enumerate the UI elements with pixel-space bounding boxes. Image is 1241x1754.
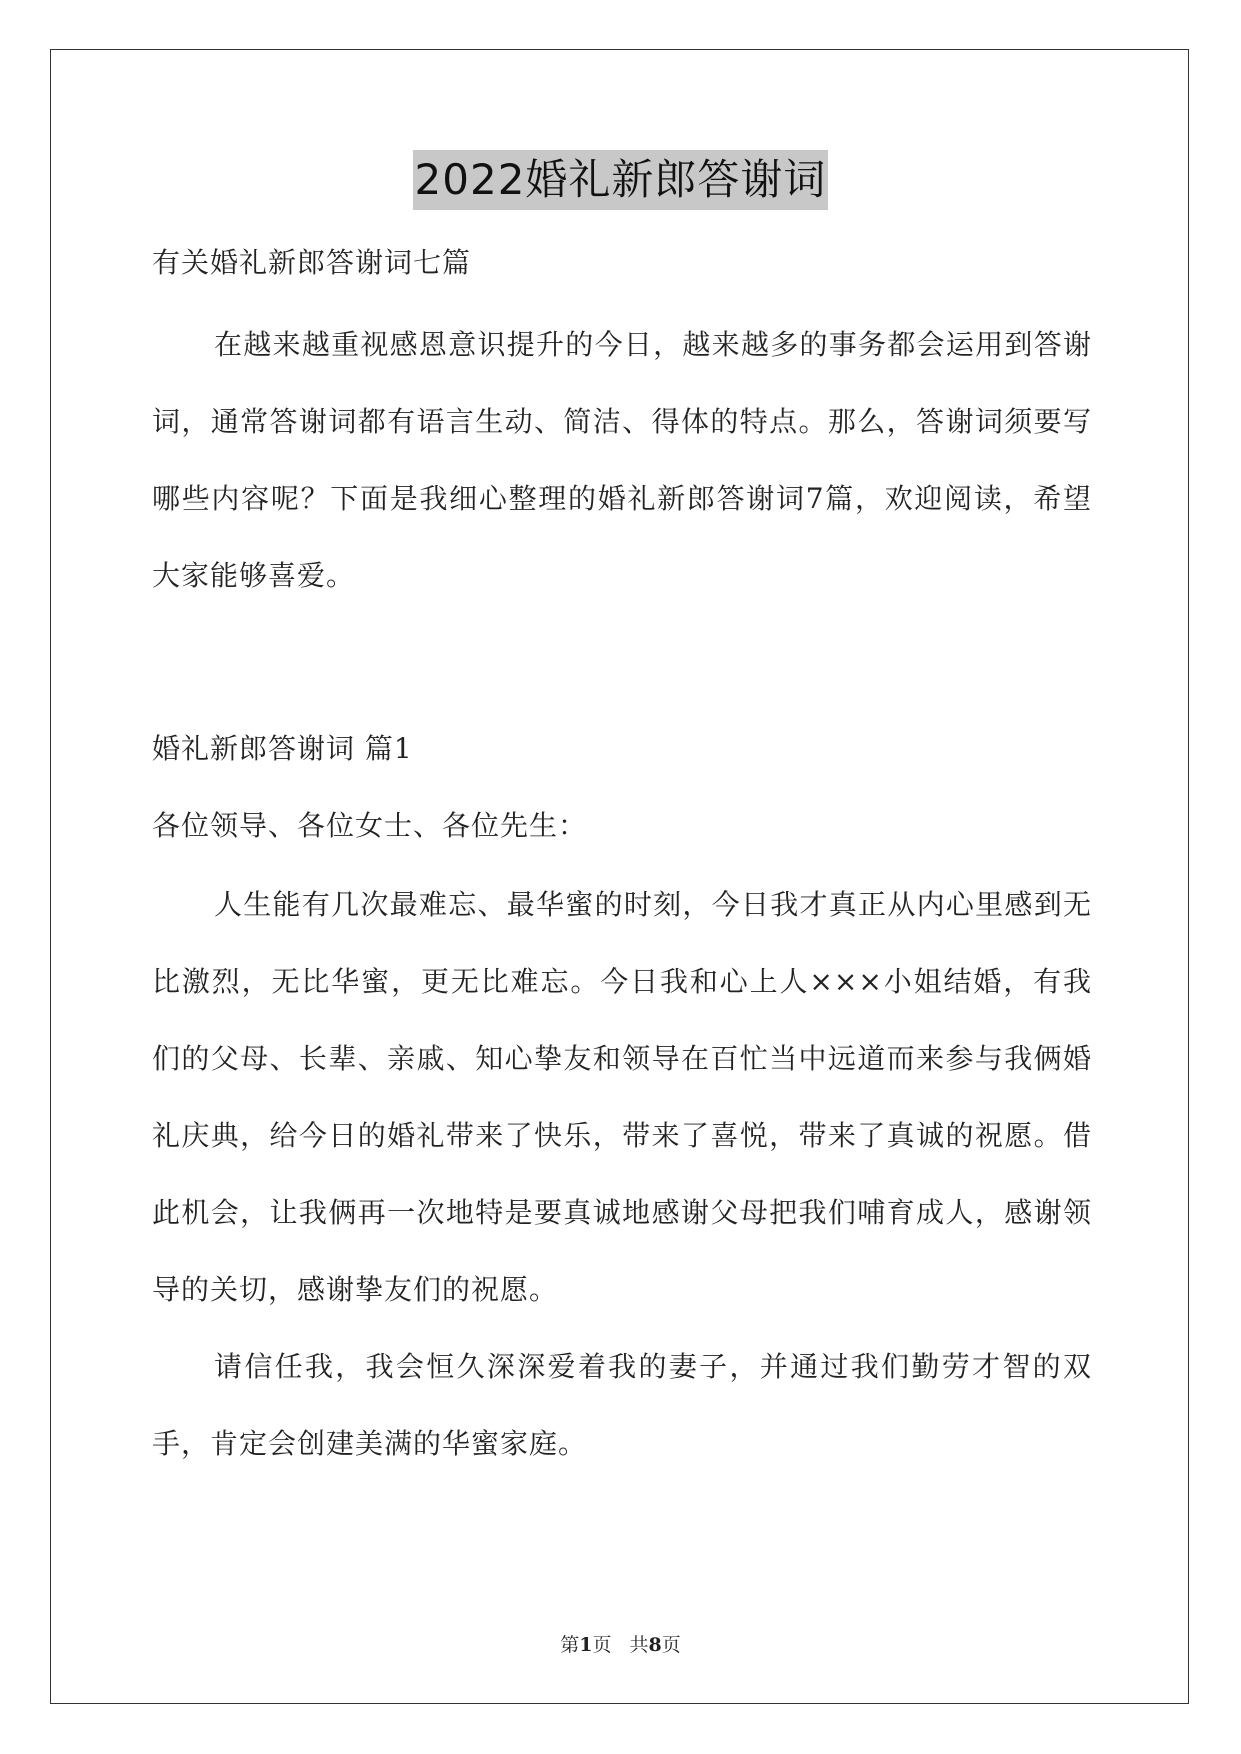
footer-prefix: 第 bbox=[560, 1634, 580, 1656]
page-footer bbox=[0, 1630, 1241, 1657]
salutation: 各位领导、各位女士、各位先生： bbox=[152, 809, 588, 842]
total-pages-number: 8 bbox=[648, 1634, 662, 1656]
footer-total-prefix: 共 bbox=[629, 1634, 649, 1656]
document-body bbox=[152, 229, 1092, 1482]
footer-total-suffix: 页 bbox=[661, 1634, 681, 1656]
body-paragraph: 人生能有几次最难忘、最华蜜的时刻，今日我才真正从内心里感到无比激烈，无比华蜜，更无比难忘。今日我和心上人×××小姐结婚，有我们的父母、长辈、亲戚、知心挚友和领导在百忙当中远道而来参与我俩婚礼庆典，给今日的婚礼带来了快乐，带来了喜悦，带来了真诚的祝愿。借此机会，让我俩再一次地特是要真诚地感谢父母把我们哺育成人，感谢领导的关切，感谢挚友们的祝愿。 bbox=[152, 888, 1092, 1306]
intro-paragraph: 在越来越重视感恩意识提升的今日，越来越多的事务都会运用到答谢词，通常答谢词都有语言生动、简洁、得体的特点。那么，答谢词须要写哪些内容呢？下面是我细心整理的婚礼新郎答谢词7篇，欢迎阅读，希望大家能够喜爱。 bbox=[152, 328, 1092, 592]
section-heading: 婚礼新郎答谢词 篇1 bbox=[152, 732, 413, 765]
title-container bbox=[0, 150, 1241, 210]
current-page-number: 1 bbox=[579, 1634, 593, 1656]
document-subtitle: 有关婚礼新郎答谢词七篇 bbox=[152, 246, 472, 279]
body-paragraph: 请信任我，我会恒久深深爱着我的妻子，并通过我们勤劳才智的双手，肯定会创建美满的华蜜家庭。 bbox=[152, 1350, 1092, 1460]
document-title: 2022婚礼新郎答谢词 bbox=[413, 150, 829, 210]
footer-page-label: 页 bbox=[592, 1634, 612, 1656]
